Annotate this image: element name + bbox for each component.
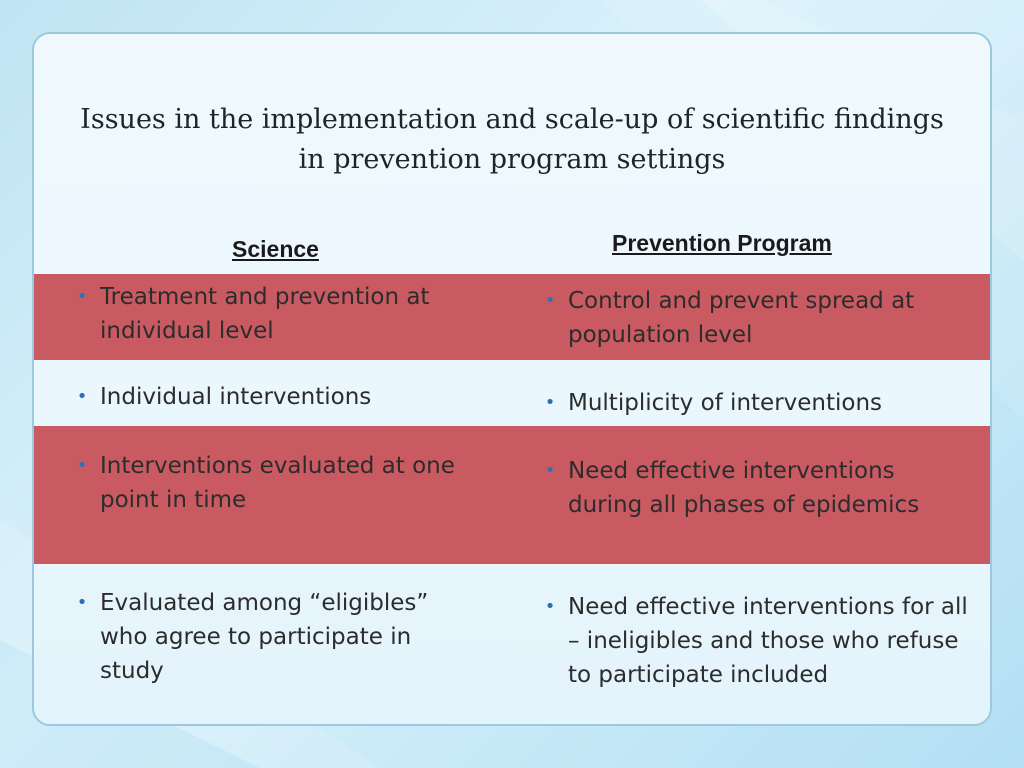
science-item bbox=[64, 380, 474, 414]
bullet-icon: • bbox=[544, 290, 556, 311]
prevention-item bbox=[532, 386, 972, 420]
prevention-item-text: Multiplicity of interventions bbox=[568, 390, 883, 416]
bullet-icon: • bbox=[76, 386, 88, 407]
science-item bbox=[64, 280, 474, 348]
bullet-icon: • bbox=[544, 460, 556, 481]
column-header-science: Science bbox=[232, 236, 319, 262]
science-item bbox=[64, 586, 474, 688]
bullet-icon: • bbox=[76, 592, 88, 613]
bullet-icon: • bbox=[76, 286, 88, 307]
column-header-prevention-program: Prevention Program bbox=[612, 230, 832, 256]
science-item-text: Evaluated among “eligibles” who agree to participate in study bbox=[100, 590, 429, 684]
science-item-text: Treatment and prevention at individual level bbox=[100, 284, 430, 344]
prevention-item bbox=[532, 590, 972, 692]
bullet-icon: • bbox=[544, 596, 556, 617]
science-item-text: Interventions evaluated at one point in time bbox=[100, 453, 455, 513]
prevention-item-text: Need effective interventions for all – ineligibles and those who refuse to participate included bbox=[568, 594, 968, 688]
bullet-icon: • bbox=[544, 392, 556, 413]
prevention-item-text: Need effective interventions during all phases of epidemics bbox=[568, 458, 920, 518]
slide-panel bbox=[32, 32, 992, 726]
slide-title: Issues in the implementation and scale-up of scientific findings in prevention program settings bbox=[80, 104, 944, 175]
science-item-text: Individual interventions bbox=[100, 384, 372, 410]
prevention-item-text: Control and prevent spread at population level bbox=[568, 288, 915, 348]
science-item bbox=[64, 449, 474, 517]
prevention-item bbox=[532, 454, 972, 522]
bullet-icon: • bbox=[76, 455, 88, 476]
prevention-item bbox=[532, 284, 972, 352]
